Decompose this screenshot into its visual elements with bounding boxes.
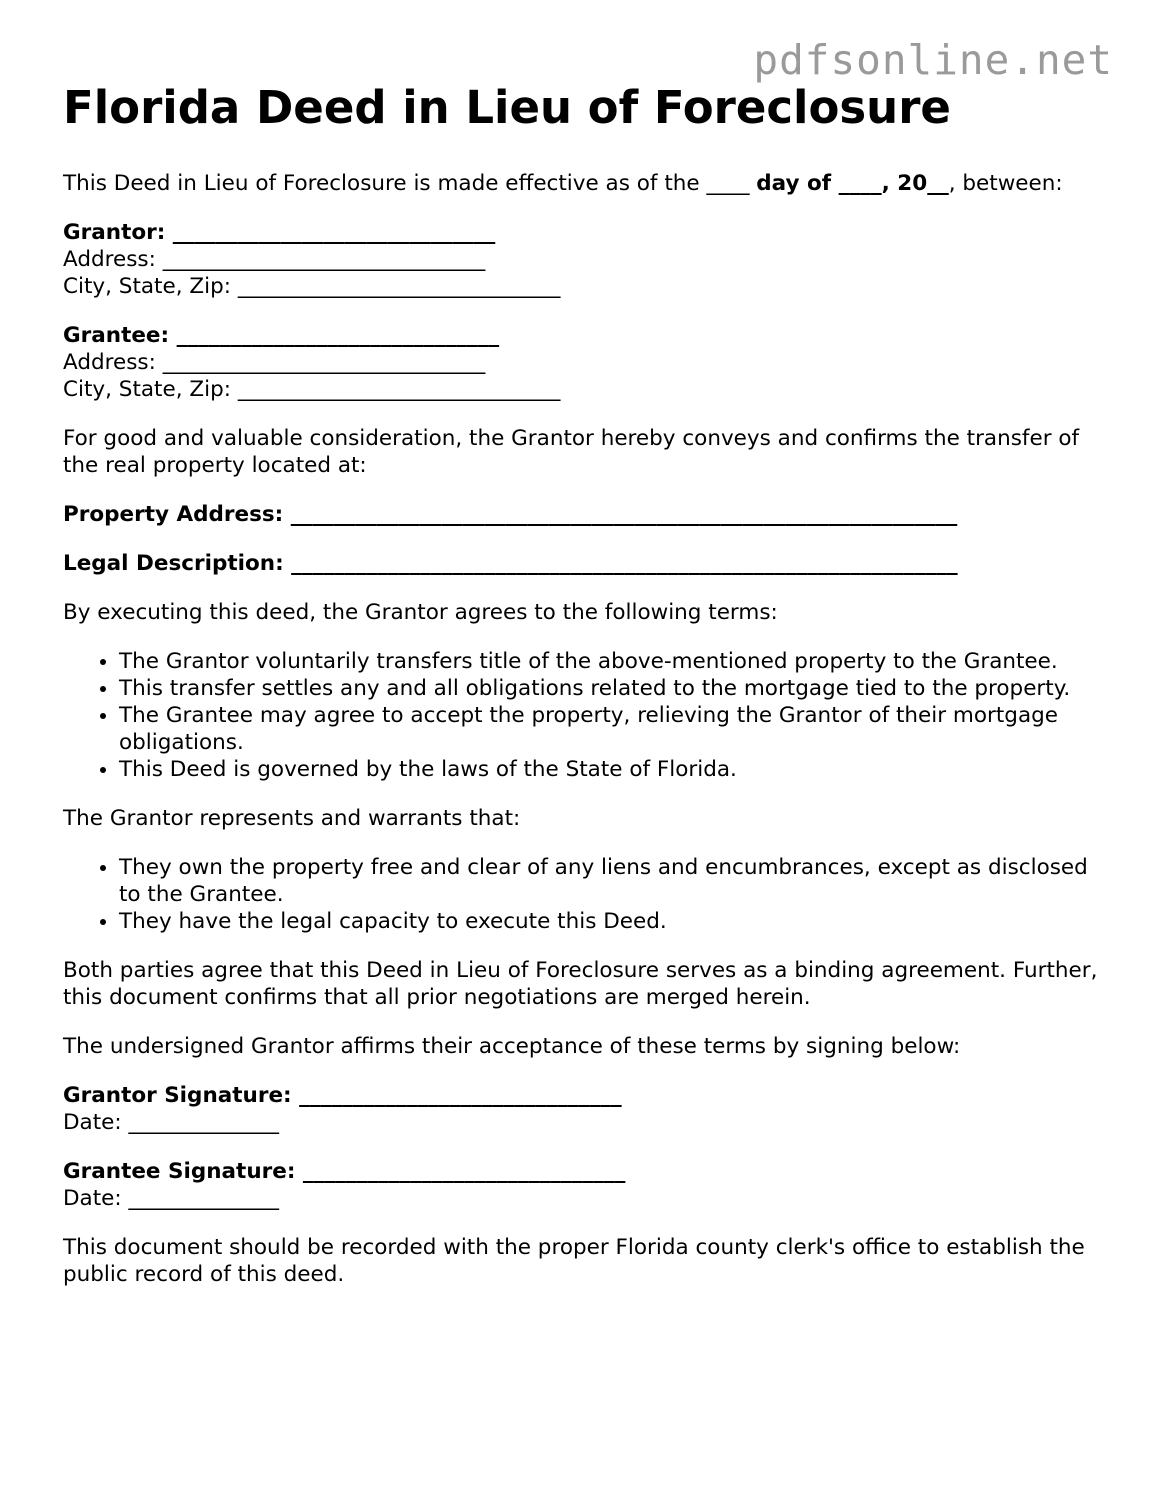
watermark: pdfsonline.net	[753, 36, 1113, 84]
grantee-name-field[interactable]: Grantee: ______________________________	[63, 323, 500, 348]
legal-description-field[interactable]	[63, 550, 1103, 577]
property-address-label: Property Address: ______________________________________________________________	[63, 502, 958, 527]
legal-description-label: Legal Description: ______________________________________________________________	[63, 551, 958, 576]
warrants-list	[63, 854, 1103, 935]
intro-day-label: day of ____, 20__	[756, 171, 949, 196]
list-item: • The Grantor voluntarily transfers title of the above-mentioned property to the Grantee.	[119, 648, 1103, 675]
document-body	[63, 80, 1103, 1310]
list-item: • They own the property free and clear of any liens and encumbrances, except as disclosed to the Grantee.	[119, 854, 1103, 908]
intro-prefix: This Deed in Lieu of Foreclosure is made effective as of the ____	[63, 171, 750, 196]
affirm-paragraph: The undersigned Grantor affirms their acceptance of these terms by signing below:	[63, 1034, 961, 1059]
grantor-signature-section	[63, 1082, 1103, 1136]
grantee-city-field[interactable]: City, State, Zip: ______________________________	[63, 377, 561, 402]
intro-suffix: , between:	[948, 171, 1063, 196]
recording-paragraph: This document should be recorded with the proper Florida county clerk's office to establish the public record of this deed.	[63, 1235, 1085, 1287]
grantee-signature-section	[63, 1158, 1103, 1212]
list-item: • This Deed is governed by the laws of the State of Florida.	[119, 756, 1103, 783]
grantee-date-field[interactable]: Date: ______________	[63, 1186, 279, 1211]
consideration-paragraph: For good and valuable consideration, the Grantor hereby conveys and confirms the transfer of the real property located at:	[63, 426, 1080, 478]
grantor-signature-field[interactable]: Grantor Signature: ______________________________	[63, 1083, 622, 1108]
grantor-section	[63, 219, 1103, 300]
list-item: • This transfer settles any and all obligations related to the mortgage tied to the property.	[119, 675, 1103, 702]
list-item: • They have the legal capacity to execute this Deed.	[119, 908, 1103, 935]
grantor-name-field[interactable]: Grantor: ______________________________	[63, 220, 496, 245]
intro-paragraph	[63, 170, 1103, 197]
grantor-address-field[interactable]: Address: ______________________________	[63, 247, 486, 272]
grantee-address-field[interactable]: Address: ______________________________	[63, 350, 486, 375]
warrants-intro: The Grantor represents and warrants that:	[63, 806, 521, 831]
grantor-date-field[interactable]: Date: ______________	[63, 1110, 279, 1135]
list-item: • The Grantee may agree to accept the property, relieving the Grantor of their mortgage obligations.	[119, 702, 1103, 756]
grantee-signature-field[interactable]: Grantee Signature: ______________________________	[63, 1159, 626, 1184]
grantor-city-field[interactable]: City, State, Zip: ______________________________	[63, 274, 561, 299]
binding-paragraph: Both parties agree that this Deed in Lieu of Foreclosure serves as a binding agreement. Further, this document confirms that all prior negotiations are merged herein.	[63, 958, 1098, 1010]
document-title: Florida Deed in Lieu of Foreclosure	[63, 81, 951, 134]
grantee-section	[63, 322, 1103, 403]
terms-intro: By executing this deed, the Grantor agrees to the following terms:	[63, 600, 778, 625]
property-address-field[interactable]	[63, 501, 1103, 528]
terms-list	[63, 648, 1103, 783]
